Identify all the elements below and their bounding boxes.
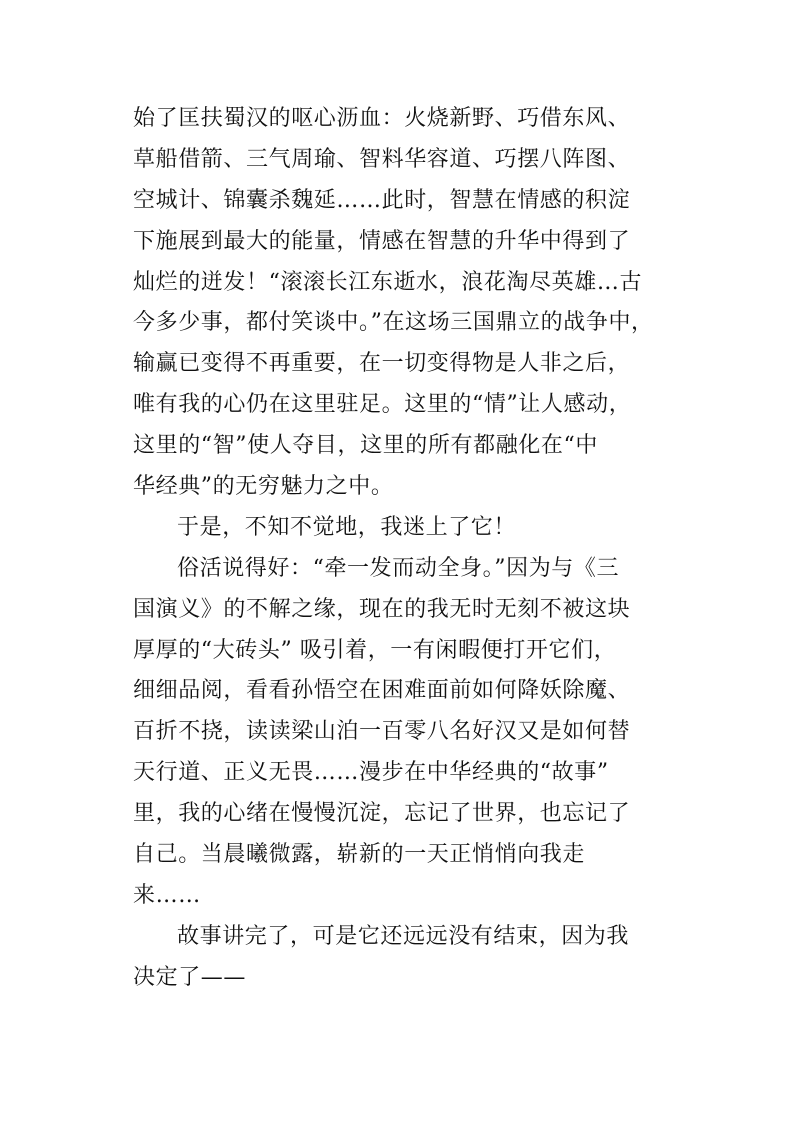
text-line: 天行道、正义无畏……漫步在中华经典的“故事” — [133, 760, 609, 786]
text-line: 厚厚的“大砖头” 吸引着，一有闲暇便打开它们， — [133, 637, 617, 663]
paragraph-start-line: 于是，不知不觉地，我迷上了它！ — [177, 514, 517, 540]
text-line: 空城计、锦囊杀魏延……此时，智慧在情感的积淀 — [133, 187, 631, 213]
text-line: 这里的“智”使人夺目，这里的所有都融化在“中 — [133, 433, 598, 459]
text-line: 华经典”的无穷魅力之中。 — [133, 474, 394, 500]
text-line: 始了匡扶蜀汉的呕心沥血：火烧新野、巧借东风、 — [133, 106, 631, 131]
text-line: 来…… — [133, 882, 201, 908]
paragraph-start-line: 俗活说得好：“牵一发而动全身。”因为与《三 — [177, 555, 620, 581]
text-line: 灿烂的迸发！“滚滚长江东逝水，浪花淘尽英雄…古 — [133, 269, 643, 295]
text-line: 今多少事，都付笑谈中。”在这场三国鼎立的战争中， — [133, 310, 654, 336]
text-line: 国演义》的不解之缘，现在的我无时无刻不被这块 — [133, 596, 631, 622]
text-line: 里，我的心绪在慢慢沉淀，忘记了世界，也忘记了 — [133, 801, 631, 827]
text-line: 输赢已变得不再重要，在一切变得物是人非之后， — [133, 351, 631, 377]
text-line: 自己。当晨曦微露，崭新的一天正悄悄向我走 — [133, 842, 586, 868]
text-line: 唯有我的心仍在这里驻足。这里的“情”让人感动， — [133, 392, 632, 418]
text-line: 下施展到最大的能量，情感在智慧的升华中得到了 — [133, 228, 631, 254]
paragraph-start-line: 故事讲完了，可是它还远远没有结束，因为我 — [177, 923, 630, 949]
body-text — [133, 99, 673, 999]
text-line: 细细品阅，看看孙悟空在困难面前如何降妖除魔、 — [133, 678, 631, 704]
text-line: 决定了—— — [133, 964, 247, 990]
text-line: 草船借箭、三气周瑜、智料华容道、巧摆八阵图、 — [133, 146, 631, 172]
text-line: 百折不挠，读读梁山泊一百零八名好汉又是如何替 — [133, 719, 631, 745]
